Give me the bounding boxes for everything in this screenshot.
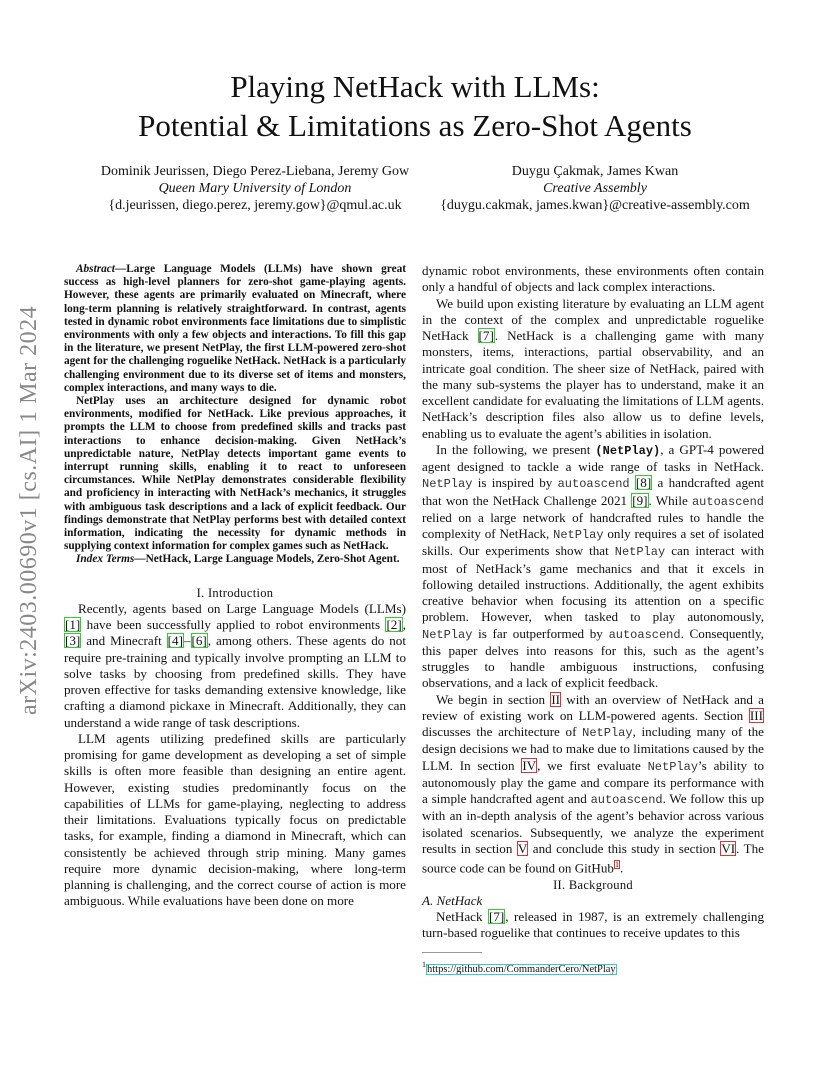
- section-link[interactable]: IV: [522, 757, 537, 773]
- section-title-introduction: I. Introduction: [196, 585, 274, 600]
- citation-link[interactable]: [2]: [386, 617, 402, 633]
- paragraph-outline: We begin in section II with an overview of NetHack and a review of existing work on LLM-powered agents. Section III discusses the architecture of NetPlay, including many of the design decisions we had to make due to limitations caused by the LLM. In section IV, we first evaluate NetPlay’s ability to autonomously play the game and compare its performance with a simple handcrafted agent and autoascend. We follow this up with an in-depth analysis of the agent’s behavior across various isolated scenarios. Subsequently, we analyze the experiment results in section V and conclude this study in section VI. The source code can be found on GitHub$^1$.: [422, 691, 765, 876]
- section-link[interactable]: VI: [721, 840, 736, 856]
- citation-link[interactable]: [4]: [167, 633, 183, 649]
- author-names: Duygu Çakmak, James Kwan: [511, 164, 679, 179]
- abstract-paragraph-2: NetPlay uses an architecture designed for dynamic robot environments, modified for NetHack. Like previous approaches, it prompts the LLM to choose from predefined skills and tracks past interactions to enhance decision-making. Given NetHack’s unpredictable nature, NetPlay detects important game events to interrupt running skills, enabling it to react to unforeseen circumstances. While NetPlay demonstrates considerable flexibility and proficiency in interacting with NetHack’s mechanics, it struggles with ambiguous task descriptions and a lack of explicit feedback. Our findings demonstrate that NetPlay performs best with detailed context information, indicating the necessity for dynamic methods in supplying context information for complex games such as NetHack.: [64, 395, 406, 553]
- paragraph-nethack: We build upon existing literature by evaluating an LLM agent in the context of the complex and unpredictable roguelike NetHack [7]. NetHack is a challenging game with many monsters, items, interactions, partial observability, and an intricate goal condition. The sheer size of NetHack, paired with the many sub-systems the player has to understand, make it an excellent candidate for evaluating the limitations of LLM agents. NetHack’s description files also allow us to define levels, enabling us to evaluate the agent’s abilities in isolation.: [422, 295, 764, 441]
- title-line-1: Playing NetHack with LLMs:: [230, 69, 600, 104]
- citation-link[interactable]: [9]: [632, 492, 648, 508]
- citation-link[interactable]: [8]: [635, 475, 652, 491]
- subsection-title-nethack: A. NetHack: [422, 892, 483, 908]
- paragraph-netplay: In the following, we present (NetPlay), a GPT-4 powered agent designed to tackle a wide range of tasks in NetHack. NetPlay is inspired by autoascend [8] a handcrafted agent that won the NetHack Challenge 2021 [9]. While autoascend relied on a large network of handcrafted rules to handle the complexity of NetHack, NetPlay only requires a set of isolated skills. Our experiments show that NetPlay can interact with most of NetHack’s game mechanics and that it excels in following detailed instructions. Additionally, the agent exhibits creative behavior when focusing its attention on a specific problem. However, when tasked to play autonomously, NetPlay is far outperformed by autoascend. Consequently, this paper delves into reasons for this, such as the agent’s struggles to handle ambiguous instructions, confusing observations, and a lack of explicit feedback.: [422, 441, 765, 691]
- section-title-background: II. Background: [553, 877, 633, 892]
- index-terms: Index Terms—NetHack, Large Language Models, Zero-Shot Agent.: [76, 553, 400, 566]
- author-affiliation: Creative Assembly: [543, 181, 647, 196]
- abstract-label: Abstract: [76, 263, 115, 275]
- citation-link[interactable]: [7]: [489, 909, 505, 925]
- arxiv-stamp: arXiv:2403.00690v1 [cs.AI] 1 Mar 2024: [16, 305, 42, 715]
- footnote: $^1$https://github.com/CommanderCero/NetPlay: [422, 960, 616, 975]
- citation-link[interactable]: [3]: [65, 633, 81, 649]
- left-column: [64, 263, 406, 910]
- author-email: {duygu.cakmak, james.kwan}@creative-assembly.com: [440, 198, 750, 213]
- author-affiliation: Queen Mary University of London: [158, 181, 352, 196]
- intro-paragraph-1: Recently, agents based on Large Language Models (LLMs) [1] have been successfully applied to robot environments [2], [3] and Minecraft [4]–[6], among others. These agents do not require pre-training and typically involve prompting an LLM to solve tasks by choosing from predefined skills. They have proven effective for tasks demanding extensive knowledge, like crafting a diamond pickaxe in Minecraft. Additionally, they can understand a wide range of task descriptions.: [64, 600, 406, 730]
- section-link[interactable]: III: [749, 707, 763, 723]
- right-column: [422, 263, 764, 942]
- citation-link[interactable]: [1]: [65, 617, 81, 633]
- footnote-link[interactable]: 1: [614, 860, 619, 869]
- section-link[interactable]: II: [551, 691, 561, 707]
- paragraph-continued: dynamic robot environments, these environments often contain only a handful of objects and lack complex interactions.: [422, 263, 764, 295]
- citation-link[interactable]: [6]: [191, 633, 207, 649]
- paragraph-nethack-background: NetHack [7], released in 1987, is an extremely challenging turn-based roguelike that continues to receive updates to this: [422, 909, 764, 941]
- title-line-2: Potential & Limitations as Zero-Shot Agents: [138, 108, 692, 143]
- author-block-2: [420, 163, 770, 214]
- paper-title: [60, 67, 770, 145]
- abstract-paragraph-1: Abstract—Large Language Models (LLMs) have shown great success as high-level planners for zero-shot game-playing agents. However, these agents are primarily evaluated on Minecraft, where long-term planning is relatively straightforward. In contrast, agents tested in dynamic robot environments face limitations due to simplistic environments with only a few objects and interactions. To fill this gap in the literature, we present NetPlay, the first LLM-powered zero-shot agent for the challenging roguelike NetHack. NetHack is a particularly challenging environment due to its diverse set of items and monsters, complex interactions, and many ways to die.: [64, 263, 406, 394]
- author-email: {d.jeurissen, diego.perez, jeremy.gow}@qmul.ac.uk: [108, 198, 402, 213]
- section-link[interactable]: V: [517, 840, 528, 856]
- author-names: Dominik Jeurissen, Diego Perez-Liebana, Jeremy Gow: [100, 164, 410, 179]
- footnote-rule: [422, 952, 482, 953]
- citation-link[interactable]: [7]: [478, 328, 494, 343]
- intro-paragraph-2: LLM agents utilizing predefined skills are particularly promising for game development as developing a set of simple skills is often more feasible than designing an entire agent. However, existing studies predominantly focus on the capabilities of LLMs for game-playing, neglecting to address their limitations. Evaluations typically focus on predictable tasks, for example, finding a diamond in Minecraft, which can consistently be achieved through strip mining. Many games require more dynamic decision-making, where long-term planning is challenging, and the correct course of action is more ambiguous. While evaluations have been done on more: [64, 730, 406, 909]
- github-link[interactable]: https://github.com/CommanderCero/NetPlay: [427, 963, 616, 975]
- author-block-1: [80, 163, 430, 214]
